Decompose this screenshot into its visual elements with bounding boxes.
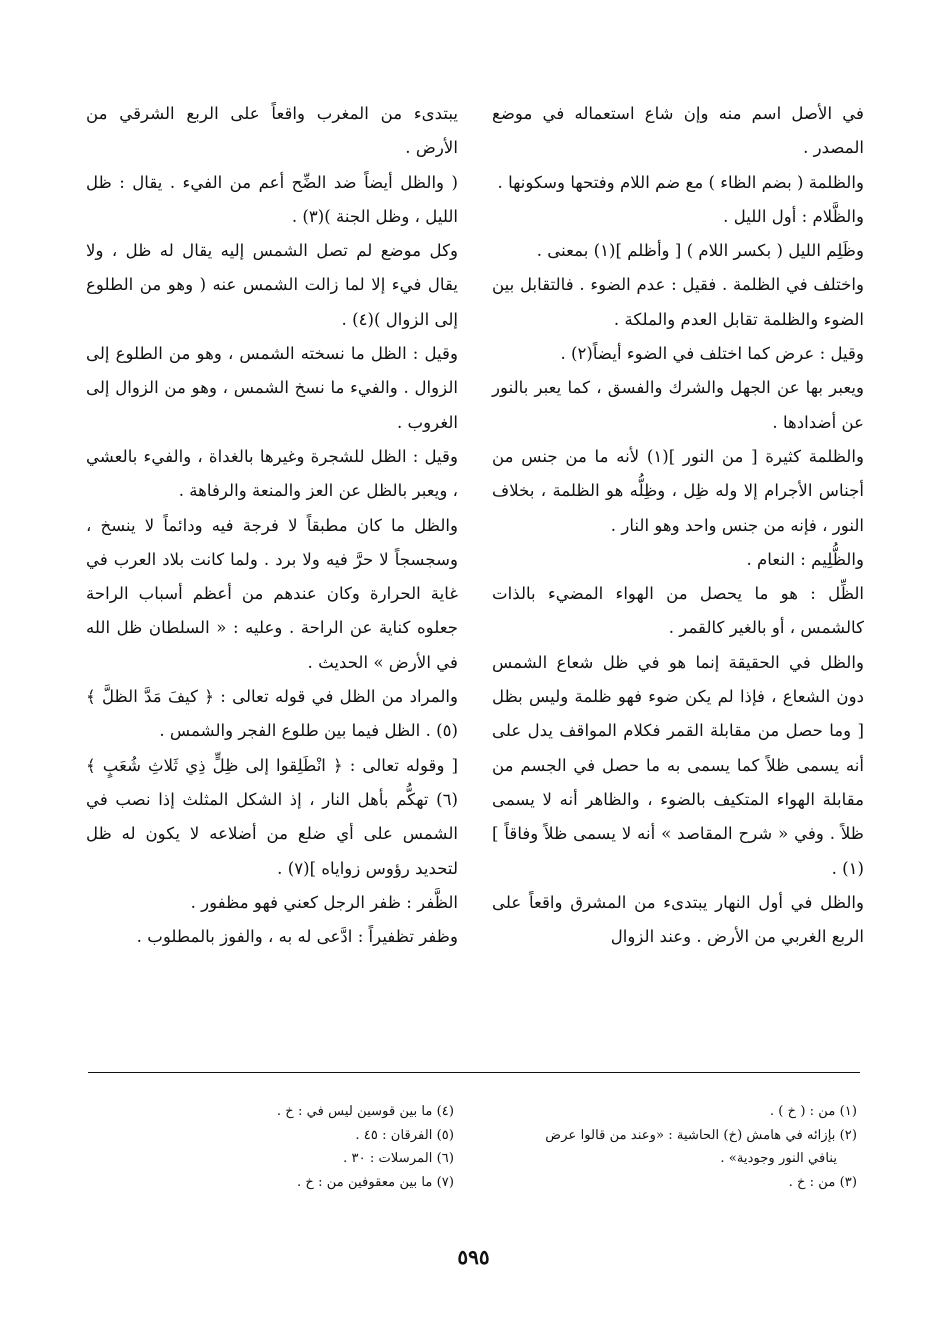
paragraph: في الأصل اسم منه وإن شاع استعماله في موضع المصدر .	[492, 104, 864, 158]
footnotes-right	[485, 1100, 857, 1194]
footnote: ينافي النور وجودية» .	[720, 1151, 837, 1166]
paragraph: والظل في الحقيقة إنما هو في ظل شعاع الشمس دون الشعاع ، فإذا لم يكن ضوء فهو ظلمة وليس بظل [ وما حصل من مقابلة القمر فكلام المواقف يدل على أنه يسمى ظلاً كما يسمى به ما حصل في الجسم من مقابلة الهواء المتكيف بالضوء ، والظاهر أنه لا يسمى ظلاً . وفي « شرح المقاصد » أنه لا يسمى ظلاً وفاقاً ](١) .	[492, 652, 864, 878]
paragraph: والظل ما كان مطبقاً لا فرجة فيه ودائماً لا ينسخ ، وسجسجاً لا حرَّ فيه ولا برد . ولما كانت بلاد العرب في غاية الحرارة وكان عندهم من أعظم أسباب الراحة جعلوه كناية عن الراحة . وعليه : « السلطان ظل الله في الأرض » الحديث .	[86, 515, 458, 672]
page-number: ٥٩٥	[457, 1245, 490, 1269]
paragraph: يبتدىء من المغرب واقعاً على الربع الشرقي من الأرض .	[86, 104, 458, 158]
paragraph: وكل موضع لم تصل الشمس إليه يقال له ظل ، ولا يقال فيء إلا لما زالت الشمس عنه ( وهو من الطلوع إلى الزوال )(٤) .	[86, 241, 458, 329]
footnote: (٣) من : خ .	[788, 1174, 857, 1190]
footnote: (٥) الفرقان : ٤٥ .	[355, 1127, 454, 1143]
paragraph: واختلف في الظلمة . فقيل : عدم الضوء . فالتقابل بين الضوء والظلمة تقابل العدم والملكة .	[492, 275, 864, 329]
paragraph: [ وقوله تعالى : ﴿ انْطَلِقوا إلى ظِلٍّ ذِي ثَلاثِ شُعَبٍ ﴾(٦) تهكُّم بأهل النار ، إذ الشكل المثلث إذا نصب في الشمس على أي ضلع من أضلاعه لا يكون له ظل لتحديد رؤوس زواياه ](٧) .	[86, 755, 458, 878]
paragraph: ويعبر بها عن الجهل والشرك والفسق ، كما يعبر بالنور عن أضدادها .	[492, 378, 864, 432]
paragraph: والظَّلام : أول الليل .	[723, 206, 864, 226]
paragraph: والظلمة ( بضم الظاء ) مع ضم اللام وفتحها وسكونها .	[497, 172, 864, 192]
paragraph: والظلمة كثيرة [ من النور ](١) لأنه ما من جنس من أجناس الأجرام إلا وله ظِل ، وظِلُّه هو الظلمة ، بخلاف النور ، فإنه من جنس واحد وهو النار .	[492, 446, 864, 535]
paragraph: الظِّل : هو ما يحصل من الهواء المضيء بالذات كالشمس ، أو بالغير كالقمر .	[492, 584, 864, 638]
footnote: (٤) ما بين قوسين ليس في : خ .	[276, 1104, 454, 1119]
paragraph: وقيل : عرض كما اختلف في الضوء أيضاً(٢) .	[560, 344, 864, 364]
footnote: (١) من : ( خ ) .	[769, 1104, 857, 1119]
footnote: (٧) ما بين معقوفين من : خ .	[297, 1174, 454, 1190]
paragraph: والظُّلِيم : النعام .	[746, 549, 864, 569]
left-text-column	[86, 97, 458, 954]
paragraph: وظَلِم الليل ( بكسر اللام ) [ وأظلم ](١) بمعنى .	[536, 241, 864, 261]
footnote-separator	[88, 1072, 860, 1073]
footnote: (٢) بإزائه في هامش (خ) الحاشية : «وعند من قالوا عرض	[545, 1127, 857, 1143]
footnote: (٦) المرسلات : ٣٠ .	[343, 1151, 454, 1166]
paragraph: والظل في أول النهار يبتدىء من المشرق واقعاً على الربع الغربي من الأرض . وعند الزوال	[492, 892, 864, 947]
paragraph: ( والظل أيضاً ضد الضِّح أعم من الفيء . يقال : ظل الليل ، وظل الجنة )(٣) .	[86, 172, 458, 226]
footnotes-left	[82, 1100, 454, 1194]
right-text-column	[492, 97, 864, 954]
paragraph: والمراد من الظل في قوله تعالى : ﴿ كيفَ مَدَّ الظلَّ ﴾(٥) . الظل فيما بين طلوع الفجر والشمس .	[86, 687, 458, 741]
paragraph: وظفر تظفيراً : ادَّعى له به ، والفوز بالمطلوب .	[136, 927, 458, 947]
paragraph: وقيل : الظل ما نسخته الشمس ، وهو من الطلوع إلى الزوال . والفيء ما نسخ الشمس ، وهو من الزوال إلى الغروب .	[86, 344, 458, 432]
paragraph: الظَّفر : ظفر الرجل كعني فهو مظفور .	[190, 892, 458, 912]
paragraph: وقيل : الظل للشجرة وغيرها بالغداة ، والفيء بالعشي ، ويعبر بالظل عن العز والمنعة والرفاهة .	[86, 446, 458, 501]
